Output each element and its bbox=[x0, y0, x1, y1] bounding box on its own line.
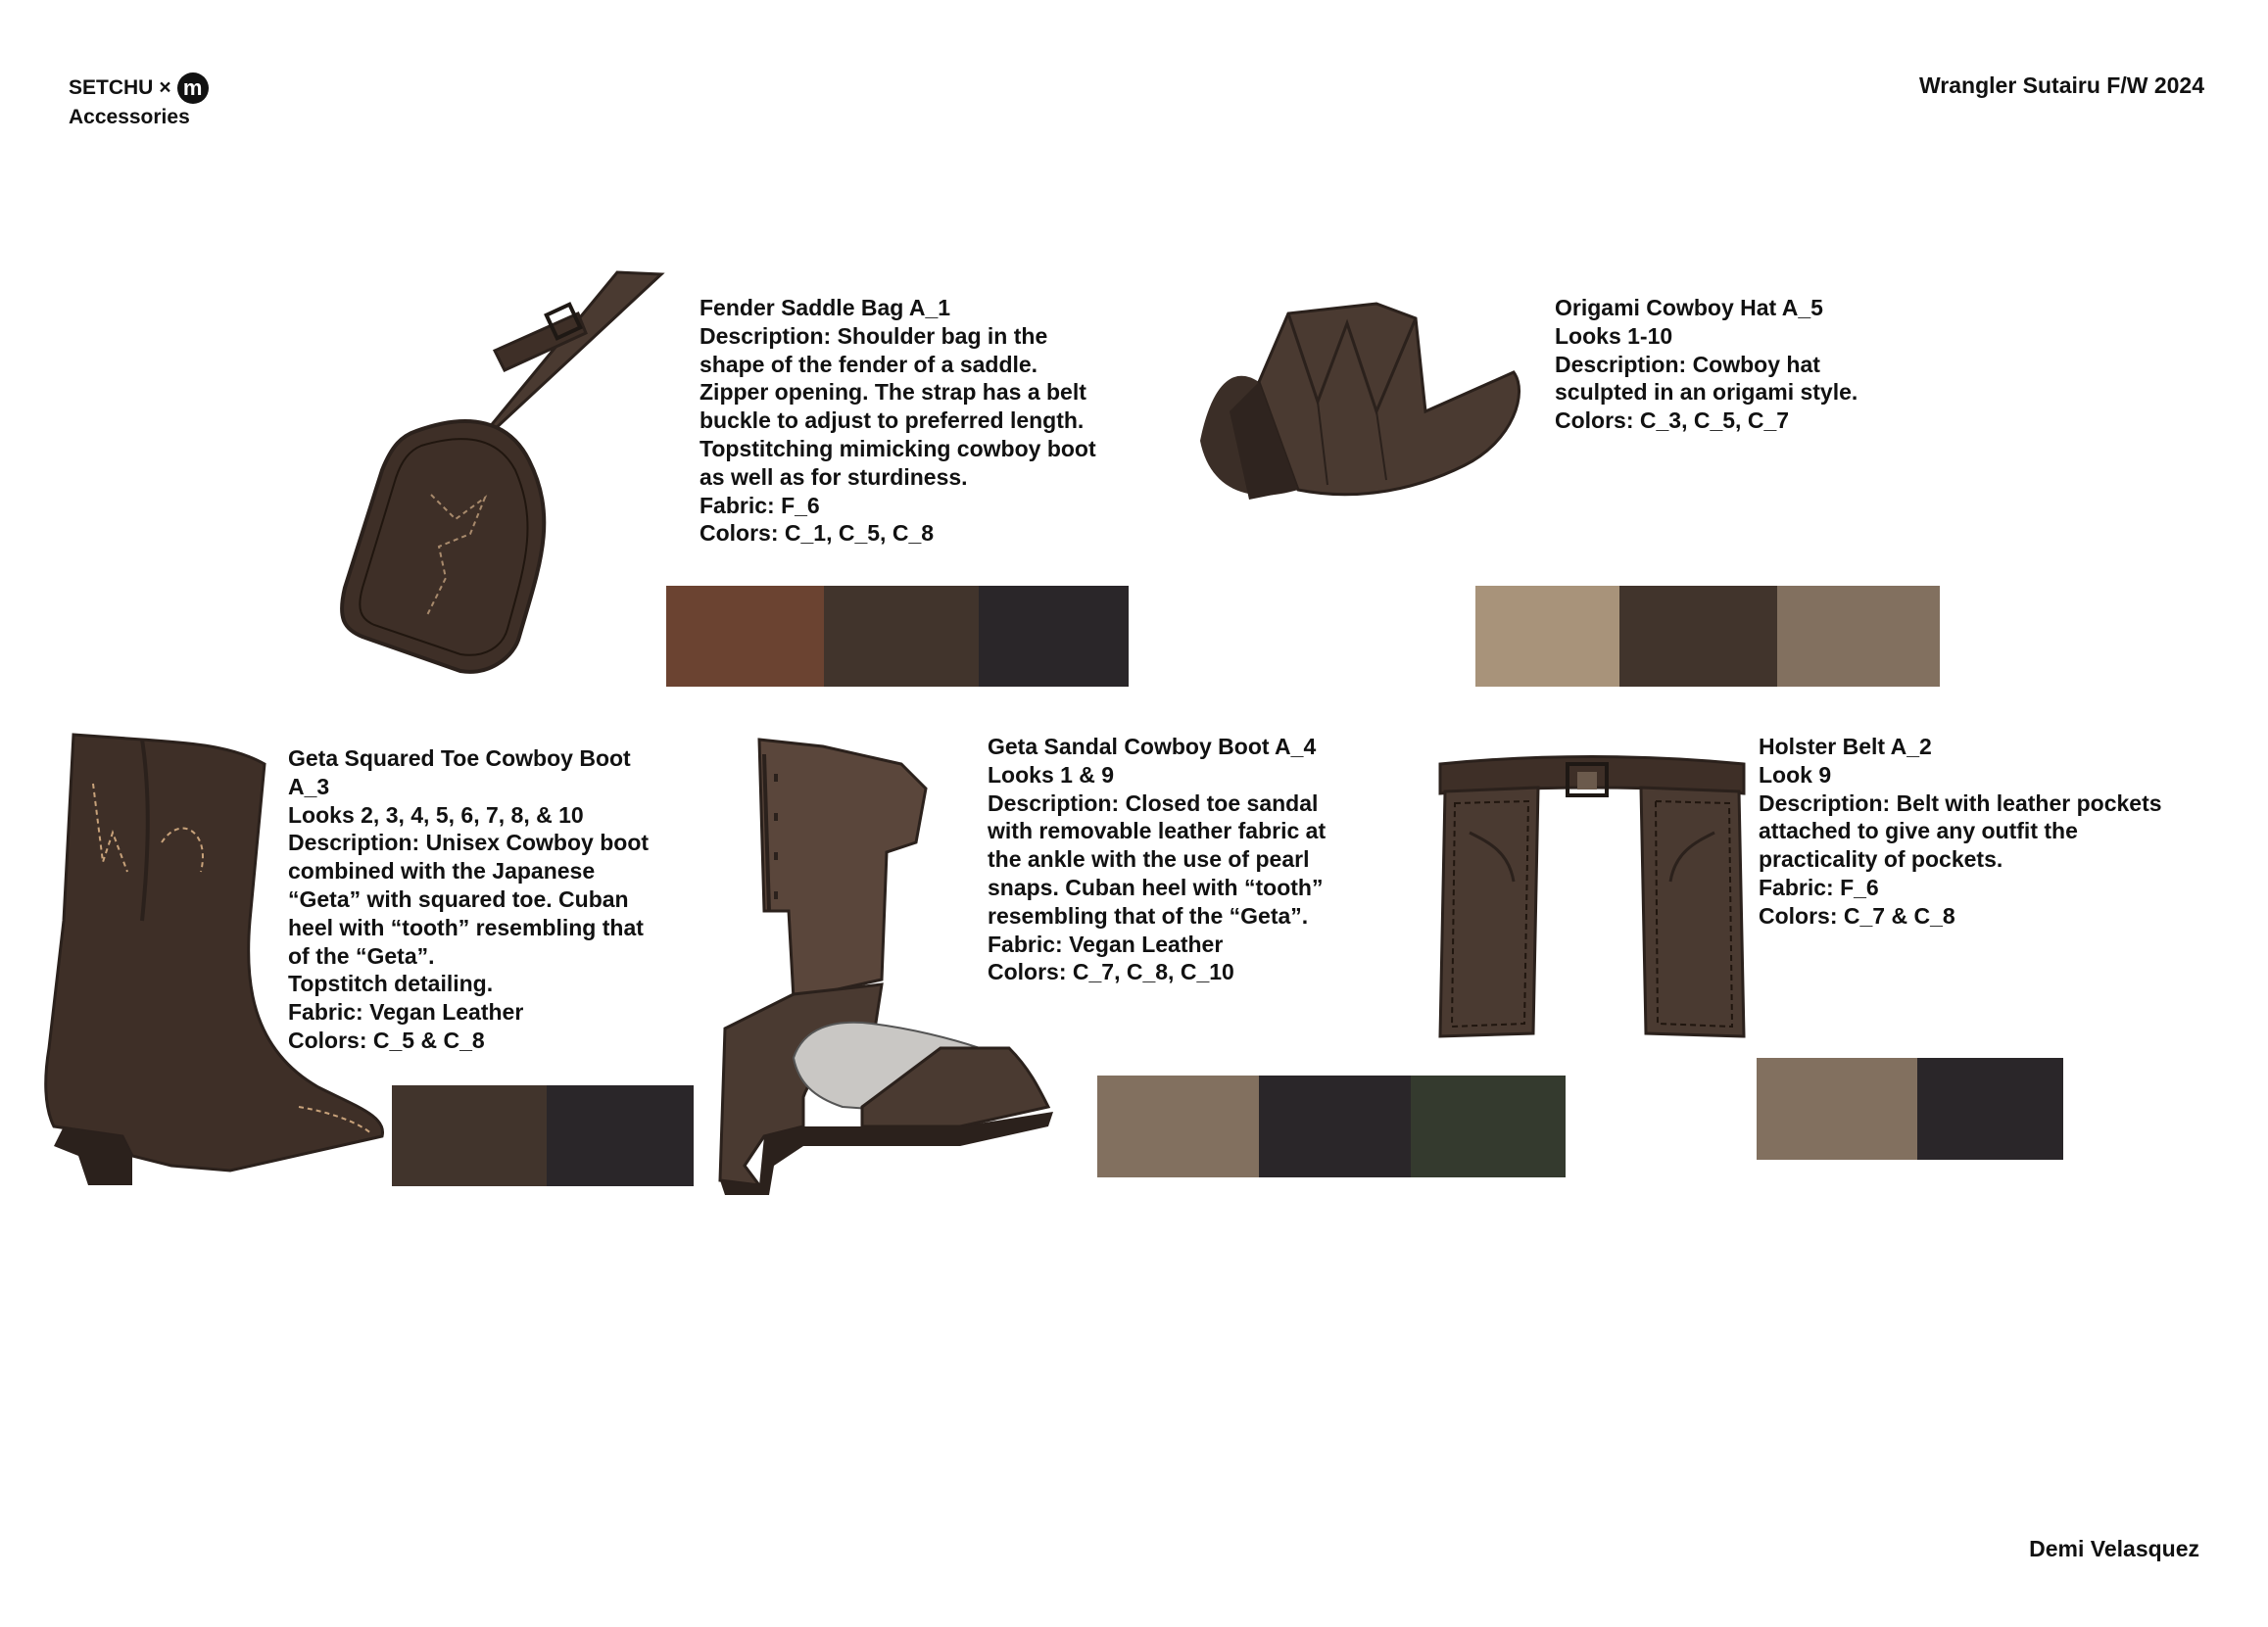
brand-cross: × bbox=[159, 76, 171, 99]
item-title-code: A_3 bbox=[288, 773, 330, 799]
item-line: shape of the fender of a saddle. bbox=[700, 351, 1038, 377]
item-line: practicality of pockets. bbox=[1759, 846, 2003, 873]
item-title: Holster Belt A_2 bbox=[1759, 734, 1932, 759]
designer-name: Demi Velasquez bbox=[2029, 1536, 2199, 1561]
color-swatch bbox=[1411, 1076, 1566, 1177]
color-swatch bbox=[979, 586, 1129, 687]
item-line: resembling that of the “Geta”. bbox=[988, 902, 1309, 929]
section-title: Accessories bbox=[69, 106, 190, 128]
color-swatch bbox=[1097, 1076, 1259, 1177]
item-line: buckle to adjust to preferred length. bbox=[700, 407, 1085, 434]
item-line: Description: Cowboy hat bbox=[1555, 351, 1820, 377]
color-swatch bbox=[1777, 586, 1940, 687]
item-line: attached to give any outfit the bbox=[1759, 818, 2078, 844]
item-looks: Look 9 bbox=[1759, 761, 1832, 788]
item-looks: Looks 2, 3, 4, 5, 6, 7, 8, & 10 bbox=[288, 801, 584, 828]
color-swatch bbox=[392, 1085, 547, 1186]
item-holster-belt-description bbox=[1759, 733, 2162, 931]
holster-belt-illustration bbox=[1430, 754, 1754, 1048]
saddle-bag-illustration bbox=[323, 264, 676, 695]
item-colors: Colors: C_3, C_5, C_7 bbox=[1555, 407, 1790, 434]
cowboy-hat-illustration bbox=[1190, 294, 1543, 529]
item-line: heel with “tooth” resembling that bbox=[288, 914, 644, 940]
holster-belt-swatches bbox=[1757, 1058, 2063, 1160]
item-line: snaps. Cuban heel with “tooth” bbox=[988, 874, 1324, 900]
item-looks: Looks 1 & 9 bbox=[988, 761, 1115, 788]
collection-title: Wrangler Sutairu F/W 2024 bbox=[1919, 72, 2204, 98]
color-swatch bbox=[1917, 1058, 2063, 1160]
sandal-boot-swatches bbox=[1097, 1076, 1566, 1177]
item-colors: Colors: C_7, C_8, C_10 bbox=[988, 959, 1234, 985]
item-fabric: Fabric: F_6 bbox=[700, 492, 820, 518]
item-line: as well as for sturdiness. bbox=[700, 463, 968, 490]
brand-block bbox=[69, 72, 209, 131]
item-looks: Looks 1-10 bbox=[1555, 322, 1673, 349]
item-title: Fender Saddle Bag A_1 bbox=[700, 295, 951, 320]
item-line: Description: Closed toe sandal bbox=[988, 790, 1319, 816]
item-line: the ankle with the use of pearl bbox=[988, 846, 1310, 873]
item-line: Description: Shoulder bag in the bbox=[700, 322, 1048, 349]
item-title: Origami Cowboy Hat A_5 bbox=[1555, 295, 1823, 320]
item-squared-toe-boot-description bbox=[288, 744, 649, 1055]
item-line: of the “Geta”. bbox=[288, 942, 435, 969]
color-swatch bbox=[1475, 586, 1619, 687]
item-fabric: Fabric: Vegan Leather bbox=[288, 999, 524, 1026]
item-colors: Colors: C_5 & C_8 bbox=[288, 1027, 485, 1053]
item-line: Description: Belt with leather pockets bbox=[1759, 790, 2162, 816]
saddle-bag-swatches bbox=[666, 586, 1129, 687]
cowboy-hat-swatches bbox=[1475, 586, 1940, 687]
item-fabric: Fabric: Vegan Leather bbox=[988, 931, 1224, 957]
item-line: Description: Unisex Cowboy boot bbox=[288, 830, 650, 856]
brand-name: SETCHU bbox=[69, 76, 154, 99]
item-line: Topstitch detailing. bbox=[288, 971, 494, 997]
item-saddle-bag-description bbox=[700, 294, 1096, 548]
color-swatch bbox=[666, 586, 824, 687]
item-colors: Colors: C_7 & C_8 bbox=[1759, 902, 1955, 929]
color-swatch bbox=[1757, 1058, 1917, 1160]
item-line: “Geta” with squared toe. Cuban bbox=[288, 885, 629, 912]
item-line: Zipper opening. The strap has a belt bbox=[700, 379, 1086, 406]
item-line: combined with the Japanese bbox=[288, 858, 596, 885]
squared-toe-boot-swatches bbox=[392, 1085, 694, 1186]
color-swatch bbox=[824, 586, 979, 687]
item-cowboy-hat-description bbox=[1555, 294, 1858, 435]
color-swatch bbox=[1619, 586, 1777, 687]
item-title: Geta Sandal Cowboy Boot A_4 bbox=[988, 734, 1317, 759]
color-swatch bbox=[547, 1085, 694, 1186]
item-title: Geta Squared Toe Cowboy Boot bbox=[288, 745, 631, 771]
color-swatch bbox=[1259, 1076, 1411, 1177]
item-fabric: Fabric: F_6 bbox=[1759, 874, 1879, 900]
partner-logo-icon: m bbox=[177, 72, 209, 104]
item-sandal-boot-description bbox=[988, 733, 1326, 986]
item-line: with removable leather fabric at bbox=[988, 818, 1327, 844]
item-line: Topstitching mimicking cowboy boot bbox=[700, 435, 1096, 461]
item-line: sculpted in an origami style. bbox=[1555, 379, 1858, 406]
item-colors: Colors: C_1, C_5, C_8 bbox=[700, 520, 935, 547]
